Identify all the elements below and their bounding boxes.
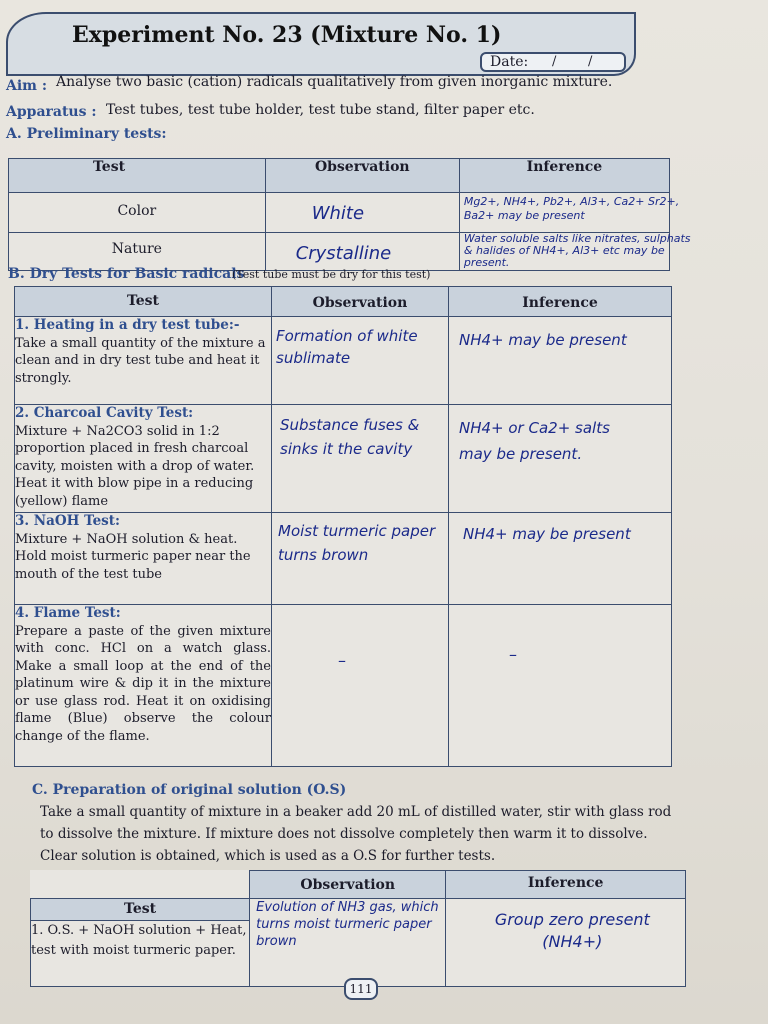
- observation-text: Substance fuses & sinks it the cavity: [280, 416, 420, 458]
- col-header: Observation: [265, 159, 459, 193]
- col-header: Test: [31, 899, 250, 921]
- observation-cell: [272, 405, 449, 513]
- inference-text: NH4+ or Ca2+ salts may be present.: [459, 419, 610, 463]
- col-header: Inference: [449, 287, 672, 317]
- table-row: [15, 605, 672, 767]
- test-title: 1. Heating in a dry test tube:-: [15, 317, 240, 333]
- inference-cell: [449, 317, 672, 405]
- inference-cell: [449, 605, 672, 767]
- aim-label: Aim :: [6, 78, 48, 94]
- test-cell: 1. O.S. + NaOH solution + Heat, test with moist turmeric paper.: [31, 921, 250, 987]
- section-c-line: Take a small quantity of mixture in a beaker add 20 mL of distilled water, stir with glass rod: [40, 804, 672, 820]
- test-cell: [15, 317, 272, 405]
- observation-text: Crystalline: [295, 243, 392, 264]
- test-title: 2. Charcoal Cavity Test:: [15, 405, 194, 421]
- col-header: Observation: [250, 871, 446, 899]
- col-header: Test: [9, 159, 266, 193]
- test-title: 3. NaOH Test:: [15, 513, 121, 529]
- col-header: Observation: [272, 287, 449, 317]
- col-header: Inference: [446, 871, 686, 899]
- inference-text: NH4+ may be present: [463, 525, 631, 543]
- date-box: [480, 52, 626, 72]
- test-cell: [15, 405, 272, 513]
- section-b-note: (Test tube must be dry for this test): [232, 268, 431, 281]
- inference-text: NH4+ may be present: [459, 331, 627, 349]
- inference-cell: [446, 899, 686, 987]
- section-c-line: Clear solution is obtained, which is used as a O.S for further tests.: [40, 848, 496, 864]
- inference-cell: [449, 513, 672, 605]
- section-c-title: C. Preparation of original solution (O.S): [32, 782, 347, 798]
- table-row: [9, 193, 670, 233]
- table-row: [15, 513, 672, 605]
- aim-text: Analyse two basic (cation) radicals qualitatively from given inorganic mixture.: [56, 74, 613, 90]
- test-cell: [15, 605, 272, 767]
- preliminary-tests-table: [8, 158, 691, 271]
- test-body: Mixture + NaOH solution & heat. Hold moist turmeric paper near the mouth of the test tube: [15, 531, 251, 582]
- observation-cell: [272, 513, 449, 605]
- observation-text: Moist turmeric paper turns brown: [278, 522, 436, 564]
- observation-cell: [250, 899, 446, 987]
- observation-cell: [265, 233, 459, 271]
- date-separator: /: [552, 54, 557, 69]
- section-b-title: B. Dry Tests for Basic radicals: [8, 266, 245, 282]
- inference-text: –: [509, 645, 517, 664]
- apparatus-text: Test tubes, test tube holder, test tube stand, filter paper etc.: [106, 102, 535, 118]
- test-cell: Nature: [9, 233, 266, 271]
- dry-tests-table: [14, 286, 672, 767]
- inference-cell: [449, 405, 672, 513]
- page-title: Experiment No. 23 (Mixture No. 1): [72, 22, 502, 48]
- table-row: [9, 233, 670, 271]
- test-cell: [15, 513, 272, 605]
- inference-text: Group zero present (NH4+): [494, 910, 650, 951]
- test-body: Prepare a paste of the given mixture with conc. HCl on a watch glass. Make a small loop at the end of the platinum wire & dip it in the mixture or use glass rod. Heat it on oxidising flame (Blue) observe the colour change of the flame.: [15, 623, 271, 744]
- observation-cell: [272, 605, 449, 767]
- test-cell: Color: [9, 193, 266, 233]
- test-body: Mixture + Na2CO3 solid in 1:2 proportion placed in fresh charcoal cavity, moisten with a drop of water. Heat it with blow pipe in a reducing (yellow) flame: [15, 423, 255, 509]
- observation-text: Evolution of NH3 gas, which turns moist turmeric paper brown: [256, 900, 439, 949]
- col-header: Inference: [459, 159, 669, 193]
- date-separator: /: [588, 54, 593, 69]
- observation-text: –: [338, 651, 346, 670]
- group-zero-table: [30, 870, 686, 987]
- test-body: Take a small quantity of the mixture a clean and in dry test tube and heat it strongly.: [15, 335, 266, 386]
- section-a-title: A. Preliminary tests:: [6, 126, 167, 142]
- spacer-cell: [31, 871, 250, 899]
- inference-cell: [459, 193, 680, 233]
- page-number: 111: [344, 978, 378, 1000]
- observation-cell: [272, 317, 449, 405]
- apparatus-label: Apparatus :: [6, 104, 97, 120]
- section-c-line: to dissolve the mixture. If mixture does not dissolve completely then warm it to dissolve.: [40, 826, 648, 842]
- inference-text: Mg2+, NH4+, Pb2+, Al3+, Ca2+ Sr2+, Ba2+ may be present: [463, 195, 680, 222]
- observation-text: White: [311, 203, 365, 224]
- table-row: [15, 317, 672, 405]
- test-title: 4. Flame Test:: [15, 605, 121, 621]
- inference-text: Water soluble salts like nitrates, sulphats & halides of NH4+, Al3+ etc may be present.: [463, 232, 691, 269]
- table-row: [15, 405, 672, 513]
- inference-cell: [459, 232, 691, 271]
- observation-text: Formation of white sublimate: [276, 327, 418, 367]
- observation-cell: [265, 193, 459, 233]
- col-header: Test: [15, 287, 272, 317]
- date-label: Date:: [490, 54, 529, 70]
